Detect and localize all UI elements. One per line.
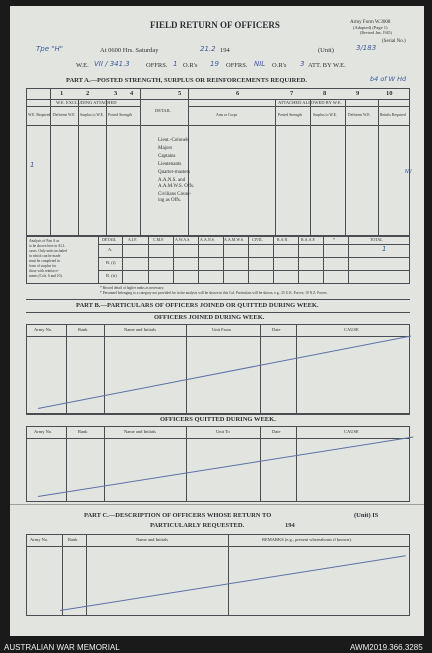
year-label: 194 (220, 47, 230, 54)
analysis-note-6: form of surplus for (29, 264, 57, 268)
analysis-row-bi: B. (i) (106, 260, 116, 265)
analysis-head-aamws: A.A.M.W.S. (224, 237, 244, 242)
analysis-head-aans: A.A.N.S. (200, 237, 215, 242)
head-reinfts: Reinfts Required (380, 113, 406, 117)
analysis-note-1: Analysis of Part A as (29, 239, 60, 243)
analysis-head-star: * (333, 237, 335, 242)
analysis-head-raaf: R.A.A.F. (301, 237, 316, 242)
rank-quarter-masters: Quarter-masters (158, 170, 191, 175)
offrs-label: OFFRS. (146, 62, 168, 69)
joined-col-army-no: Army No. (34, 327, 53, 332)
quitted-col-date: Date (272, 429, 281, 434)
quitted-title: OFFICERS QUITTED DURING WEEK. (160, 416, 276, 423)
joined-col-date: Date (272, 327, 281, 332)
part-c-unit: (Unit) IS (354, 512, 379, 519)
rank-lieutenants: Lieutenants (158, 162, 182, 167)
form-revised: (Revised Jan. 1945) (360, 30, 392, 35)
head-deficient-2: Deficient W.E. (348, 113, 371, 117)
we-excluding-attached: W.E. EXCLUDING ATTACHED (56, 100, 117, 105)
col-number-2: 2 (86, 90, 90, 97)
analysis-note-2: to be shown here in ALL (29, 244, 65, 248)
analysis-note-3: cases. Only units included (29, 249, 67, 253)
handwriting-att-offrs: NIL (254, 60, 266, 68)
form-adapted: (Adapted) (Page 1) (353, 25, 388, 30)
part-c-title: PART C.—DESCRIPTION OF OFFICERS WHOSE RETURN TO (84, 512, 272, 519)
col-number-4: 4 (130, 90, 134, 97)
at-line: At 0600 Hrs. Saturday (100, 47, 159, 54)
head-detail: DETAIL (155, 108, 171, 113)
quitted-col-army-no: Army No. (34, 429, 53, 434)
analysis-head-detail: DETAIL (102, 237, 117, 242)
head-surplus-2: Surplus to W.E. (313, 113, 337, 117)
handwriting-att-ors: 3 (300, 60, 305, 68)
analysis-head-ran: R.A.N. (277, 237, 289, 242)
col-number-9: 9 (356, 90, 360, 97)
head-surplus: Surplus to W.E. (80, 113, 104, 117)
part-c-col-army-no: Army No. (30, 537, 49, 542)
analysis-note-4: in which can be made (29, 254, 61, 258)
joined-table (26, 324, 410, 414)
handwriting-offrs: 1 (173, 60, 178, 68)
joined-title: OFFICERS JOINED DURING WEEK. (154, 314, 265, 321)
analysis-note-7: those with reinforce- (29, 269, 59, 273)
rank-aans: A.A.N.S. and (158, 178, 186, 183)
unit-label: (Unit) (318, 47, 334, 54)
part-c-col-remarks: REMARKS (e.g., present whereabouts if known). (262, 537, 352, 542)
part-b-title: PART B.—PARTICULARS OF OFFICERS JOINED OR QUITTED DURING WEEK. (76, 302, 319, 309)
rank-majors: Majors (158, 146, 173, 151)
analysis-head-civil: CIVIL (252, 237, 263, 242)
head-we-required: W.E. Required (28, 113, 51, 117)
handwriting-serial: 3/183 (356, 44, 377, 52)
form-number: Army Form W.3008 (350, 20, 391, 25)
part-c-col-rank: Rank (68, 537, 78, 542)
joined-col-unit: Unit From (212, 327, 231, 332)
handwriting-we: VII / 341.3 (94, 60, 130, 68)
joined-col-cause: CAUSE (344, 327, 359, 332)
handwriting-ors: 19 (210, 60, 219, 68)
footer-institution: AUSTRALIAN WAR MEMORIAL (4, 643, 120, 652)
col-number-1: 1 (60, 90, 64, 97)
analysis-head-aif: A.I.F. (128, 237, 138, 242)
rank-civilians-2: ing as Offs. (158, 198, 182, 203)
analysis-row-a: A. (108, 247, 113, 252)
analysis-row-bii: B. (ii) (106, 273, 117, 278)
handwriting-date: 21.2 (200, 45, 216, 53)
att-offrs-label: OFFRS. (226, 62, 248, 69)
col-number-3: 3 (114, 90, 118, 97)
footer-bar (0, 641, 432, 653)
form-sheet (10, 6, 424, 636)
we-label: W.E. (76, 62, 89, 69)
quitted-col-rank: Rank (78, 429, 88, 434)
fold-line (10, 504, 424, 505)
analysis-head-awas: A.W.A.S. (175, 237, 191, 242)
analysis-head-cmf: C.M.F. (153, 237, 165, 242)
attached-allowed: ATTACHED ALLOWED BY W.E. (278, 100, 342, 105)
head-arm-corps: Arm or Corps (216, 113, 238, 117)
att-by-we-label: ATT. BY W.E. (308, 62, 346, 69)
ors-label: O.R's (183, 62, 198, 69)
quitted-col-cause: CAUSE (344, 429, 359, 434)
part-a-title: PART A.—POSTED STRENGTH, SURPLUS OR REINFORCEMENTS REQUIRED. (66, 77, 307, 84)
form-serial: (Serial No.) (382, 39, 406, 44)
col-number-10: 10 (386, 90, 393, 97)
col-number-5: 5 (178, 90, 182, 97)
part-c-year: 194 (285, 522, 295, 529)
rank-lieut-colonels: Lieut.-Colonels (158, 138, 190, 143)
form-title: FIELD RETURN OF OFFICERS (150, 20, 280, 30)
handwriting-col10: Nil (405, 169, 412, 175)
quitted-col-unit: Unit To (216, 429, 230, 434)
head-posted: Posted Strength (108, 113, 132, 117)
rank-aamws: A.A.M.W.S. Offs. (158, 184, 195, 189)
analysis-note-5: must be completed in (29, 259, 60, 263)
head-deficient: Deficient W.E. (53, 113, 76, 117)
att-ors-label: O.R's (272, 62, 287, 69)
joined-col-name: Name and Initials (124, 327, 156, 332)
col-number-6: 6 (236, 90, 240, 97)
col-number-7: 7 (290, 90, 294, 97)
analysis-head-total: TOTAL (370, 237, 383, 242)
footnote-2: * Personnel belonging to a category not provided for in the analysis will be shown in this Col. Particulars will be shown, e.g., 25 U.K. Forces; 10 N.Z. Forces. (100, 291, 328, 295)
footnote-1: * Record detail of higher ranks as necessary. (100, 286, 165, 290)
part-c-requested: PARTICULARLY REQUESTED. (150, 522, 245, 529)
handwriting-col1: 1 (30, 161, 35, 169)
joined-col-rank: Rank (78, 327, 88, 332)
footer-accession: AWM2019.366.3285 (350, 643, 423, 652)
analysis-note-8: ments (Cols. 6 and 10). (29, 274, 63, 278)
part-c-col-name: Name and Initials (136, 537, 168, 542)
rank-civilians: Civilians Count- (158, 192, 192, 197)
part-a-table (26, 88, 410, 236)
col-number-8: 8 (323, 90, 327, 97)
handwriting-reinf: b4 of W Hd (370, 75, 407, 83)
handwriting-total: 1 (382, 245, 387, 253)
head-posted-2: Posted Strength (278, 113, 302, 117)
rank-captains: Captains (158, 154, 176, 159)
handwriting-top-left: Tpe "H" (36, 45, 63, 53)
quitted-col-name: Name and Initials (124, 429, 156, 434)
